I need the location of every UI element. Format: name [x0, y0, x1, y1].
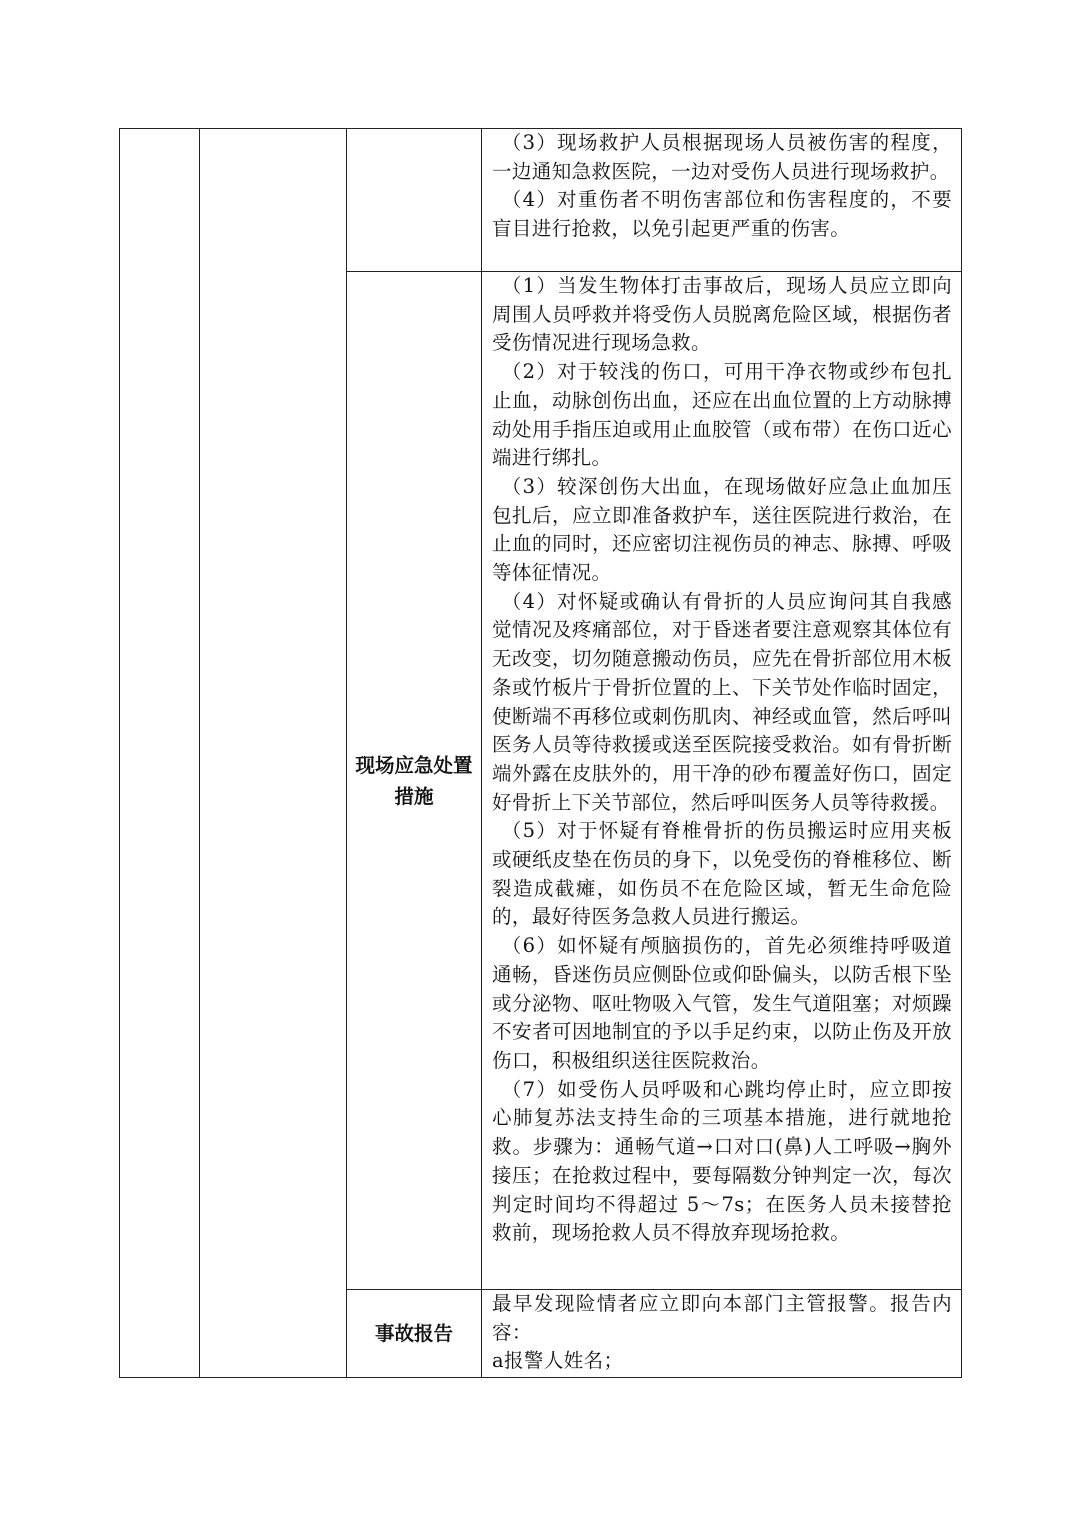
paragraph: a报警人姓名；: [492, 1349, 624, 1373]
paragraph: （3）现场救护人员根据现场人员被伤害的程度，一边通知急救医院，一边对受伤人员进行现场救护。: [492, 131, 952, 183]
empty-cell-col1: [120, 129, 200, 1378]
emergency-procedure-table: [119, 128, 962, 1378]
row-label-cell: [347, 129, 482, 272]
paragraph: （4）对怀疑或确认有骨折的人员应询问其自我感觉情况及疼痛部位，对于昏迷者要注意观察其体位有无改变，切勿随意搬动伤员，应先在骨折部位用木板条或竹板片于骨折位置的上、下关节处作临时固定，使断端不再移位或刺伤肌肉、神经或血管，然后呼叫医务人员等待救援或送至医院接受救治。如有骨折断端外露在皮肤外的，用干净的砂布覆盖好伤口，固定好骨折上下关节部位，然后呼叫医务人员等待救援。: [492, 589, 952, 814]
empty-cell-col2: [200, 129, 347, 1378]
paragraph: （7）如受伤人员呼吸和心跳均停止时，应立即按心肺复苏法支持生命的三项基本措施，进行就地抢救。步骤为：通畅气道→口对口(鼻)人工呼吸→胸外接压；在抢救过程中，要每隔数分钟判定一次，每次判定时间均不得超过 5～7s；在医务人员未接替抢救前，现场抢救人员不得放弃现场抢救。: [492, 1077, 952, 1245]
paragraph: （5）对于怀疑有脊椎骨折的伤员搬运时应用夹板或硬纸皮垫在伤员的身下，以免受伤的脊椎移位、断裂造成截瘫，如伤员不在危险区域，暂无生命危险的，最好待医务急救人员进行搬运。: [492, 819, 952, 929]
table-row-injury-care: [120, 129, 962, 272]
paragraph: （1）当发生物体打击事故后，现场人员应立即向周围人员呼救并将受伤人员脱离危险区域，根据伤者受伤情况进行现场急救。: [492, 274, 952, 355]
paragraph: （2）对于较浅的伤口，可用干净衣物或纱布包扎止血，动脉创伤出血，还应在出血位置的上方动脉搏动处用手指压迫或用止血胶管（或布带）在伤口近心端进行绑扎。: [492, 360, 952, 470]
row-label-accident-report: 事故报告: [347, 1290, 482, 1378]
paragraph: （3）较深创伤大出血，在现场做好应急止血加压包扎后，应立即准备救护车，送往医院进行救治，在止血的同时，还应密切注视伤员的神志、脉搏、呼吸等体征情况。: [492, 474, 952, 585]
row-label-onsite-measures: 现场应急处置措施: [347, 272, 482, 1290]
content-cell: [482, 129, 962, 272]
paragraph: 最早发现险情者应立即向本部门主管报警。报告内容：: [492, 1292, 952, 1344]
paragraph: （4）对重伤者不明伤害部位和伤害程度的，不要盲目进行抢救，以免引起更严重的伤害。: [492, 188, 952, 241]
paragraph: （6）如怀疑有颅脑损伤的，首先必须维持呼吸道通畅，昏迷伤员应侧卧位或仰卧偏头，以防舌根下坠或分泌物、呕吐物吸入气管，发生气道阻塞；对烦躁不安者可因地制宜的予以手足约束，以防止伤及开放伤口，积极组织送往医院救治。: [492, 934, 952, 1072]
content-cell: [482, 1290, 962, 1378]
content-cell: [482, 272, 962, 1290]
